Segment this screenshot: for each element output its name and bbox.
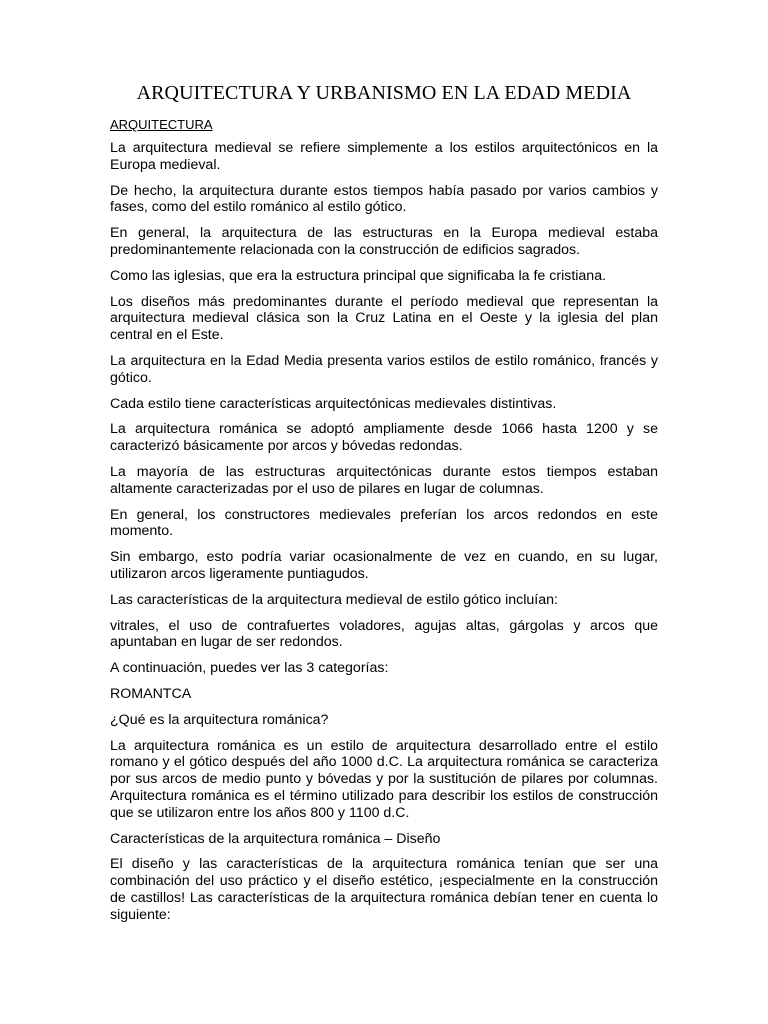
paragraph-4: Como las iglesias, que era la estructura principal que significaba la fe cristiana.	[110, 267, 607, 284]
paragraph-12: Las características de la arquitectura medieval de estilo gótico incluían:	[110, 591, 558, 608]
paragraph-9: La mayoría de las estructuras arquitectónicas durante estos tiempos estaban altamente caracterizadas por el uso de pilares en lugar de columnas.	[110, 463, 658, 497]
paragraph-8: La arquitectura románica se adoptó ampliamente desde 1066 hasta 1200 y se caracterizó básicamente por arcos y bóvedas redondas.	[110, 421, 658, 455]
paragraph-13: vitrales, el uso de contrafuertes voladores, agujas altas, gárgolas y arcos que apuntaban en lugar de ser redondos.	[110, 617, 658, 651]
paragraph-11: Sin embargo, esto podría variar ocasionalmente de vez en cuando, en su lugar, utilizaron arcos ligeramente puntiagudos.	[110, 549, 658, 582]
paragraph-1: La arquitectura medieval se refiere simplemente a los estilos arquitectónicos en la Europa medieval.	[110, 140, 658, 173]
question-heading: ¿Qué es la arquitectura románica?	[110, 711, 329, 728]
document-page	[110, 82, 658, 932]
paragraph-6: La arquitectura en la Edad Media presenta varios estilos de estilo románico, francés y gótico.	[110, 352, 658, 386]
paragraph-14: A continuación, puedes ver las 3 categorías:	[110, 660, 389, 677]
subheading-design: Características de la arquitectura románica – Diseño	[110, 830, 441, 847]
section-heading: ARQUITECTURA	[110, 117, 213, 132]
paragraph-19: El diseño y las características de la arquitectura románica tenían que ser una combinación del uso práctico y el diseño estético, ¡especialmente en la construcción de castillos! Las características de la arquitectura románica debían tener en cuenta lo siguiente:	[110, 856, 658, 923]
subheading-romantca: ROMANTCA	[110, 685, 192, 702]
paragraph-10: En general, los constructores medievales preferían los arcos redondos en este momento.	[110, 506, 658, 540]
paragraph-5: Los diseños más predominantes durante el período medieval que representan la arquitectura medieval clásica son la Cruz Latina en el Oeste y la iglesia del plan central en el Este.	[110, 293, 658, 344]
document-title: ARQUITECTURA Y URBANISMO EN LA EDAD MEDIA	[136, 82, 632, 104]
paragraph-2: De hecho, la arquitectura durante estos tiempos había pasado por varios cambios y fases, como del estilo románico al estilo gótico.	[110, 182, 658, 216]
paragraph-3: En general, la arquitectura de las estructuras en la Europa medieval estaba predominantemente relacionada con la construcción de edificios sagrados.	[110, 225, 658, 258]
paragraph-17: La arquitectura románica es un estilo de arquitectura desarrollado entre el estilo romano y el gótico después del año 1000 d.C. La arquitectura románica se caracteriza por sus arcos de medio punto y bóvedas y por la sustitución de pilares por columnas. Arquitectura románica es el término utilizado para describir los estilos de construcción que se utilizaron entre los años 800 y 1100 d.C.	[110, 737, 658, 821]
paragraph-7: Cada estilo tiene características arquitectónicas medievales distintivas.	[110, 395, 557, 412]
